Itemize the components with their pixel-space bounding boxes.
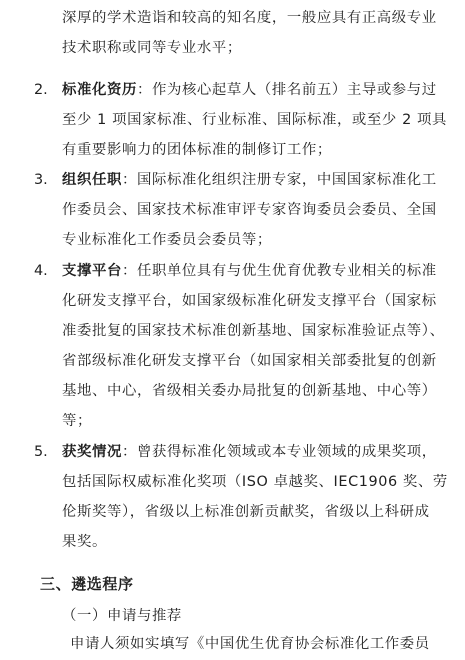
paragraph-line: 申请人须如实填写《中国优生优育协会标准化工作委员 — [70, 636, 430, 652]
list-item-line: 作委员会、国家技术标准审评专家咨询委员会委员、全国 — [62, 202, 437, 218]
list-item-line: 有重要影响力的团体标准的制修订工作； — [62, 142, 332, 158]
section-heading: 三、遴选程序 — [40, 575, 134, 593]
list-item-line: 伦斯奖等），省级以上标准创新贡献奖，省级以上科研成 — [62, 504, 430, 520]
list-item-line: 准委批复的国家技术标准创新基地、国家标准验证点等）、 — [62, 323, 445, 339]
list-item-line: 基地、中心，省级相关委办局批复的创新基地、中心等） — [62, 383, 437, 399]
list-item-line: 果奖。 — [62, 534, 107, 550]
paragraph-line: 深厚的学术造诣和较高的知名度，一般应具有正高级专业 — [62, 10, 437, 26]
list-item-line: 至少 1 项国家标准、行业标准、国际标准，或至少 2 项具 — [62, 112, 447, 128]
list-item-first-line — [62, 442, 437, 462]
list-number: 3. — [34, 172, 48, 188]
list-item-first-line — [62, 80, 437, 100]
paragraph-line: 技术职称或同等专业水平； — [62, 40, 242, 56]
list-item-label: 标准化资历 — [62, 82, 137, 98]
subsection-heading: （一）申请与推荐 — [62, 608, 182, 624]
list-item-text: ：曾获得标准化领域或本专业领域的成果奖项， — [121, 444, 437, 460]
list-number: 4. — [34, 263, 48, 279]
list-item-line: 省部级标准化研发支撑平台（如国家相关部委批复的创新 — [62, 353, 437, 369]
list-item-text: ：作为核心起草人（排名前五）主导或参与过 — [136, 82, 437, 98]
list-item-line: 包括国际权威标准化奖项（ISO 卓越奖、IEC1906 奖、劳 — [62, 474, 448, 490]
list-number: 2. — [34, 82, 48, 98]
list-item-first-line — [62, 170, 437, 190]
list-item-first-line — [62, 261, 437, 281]
list-item-text: ：任职单位具有与优生优育优教专业相关的标准 — [121, 263, 437, 279]
list-item-line: 等； — [62, 413, 92, 429]
list-item-line: 专业标准化工作委员会委员等； — [62, 232, 272, 248]
list-number: 5. — [34, 444, 48, 460]
list-item-line: 化研发支撑平台，如国家级标准化研发支撑平台（国家标 — [62, 293, 437, 309]
list-item-text: ：国际标准化组织注册专家，中国国家标准化工 — [121, 172, 437, 188]
list-item-label: 获奖情况 — [62, 444, 122, 460]
list-item-label: 组织任职 — [62, 172, 122, 188]
list-item-label: 支撑平台 — [62, 263, 122, 279]
